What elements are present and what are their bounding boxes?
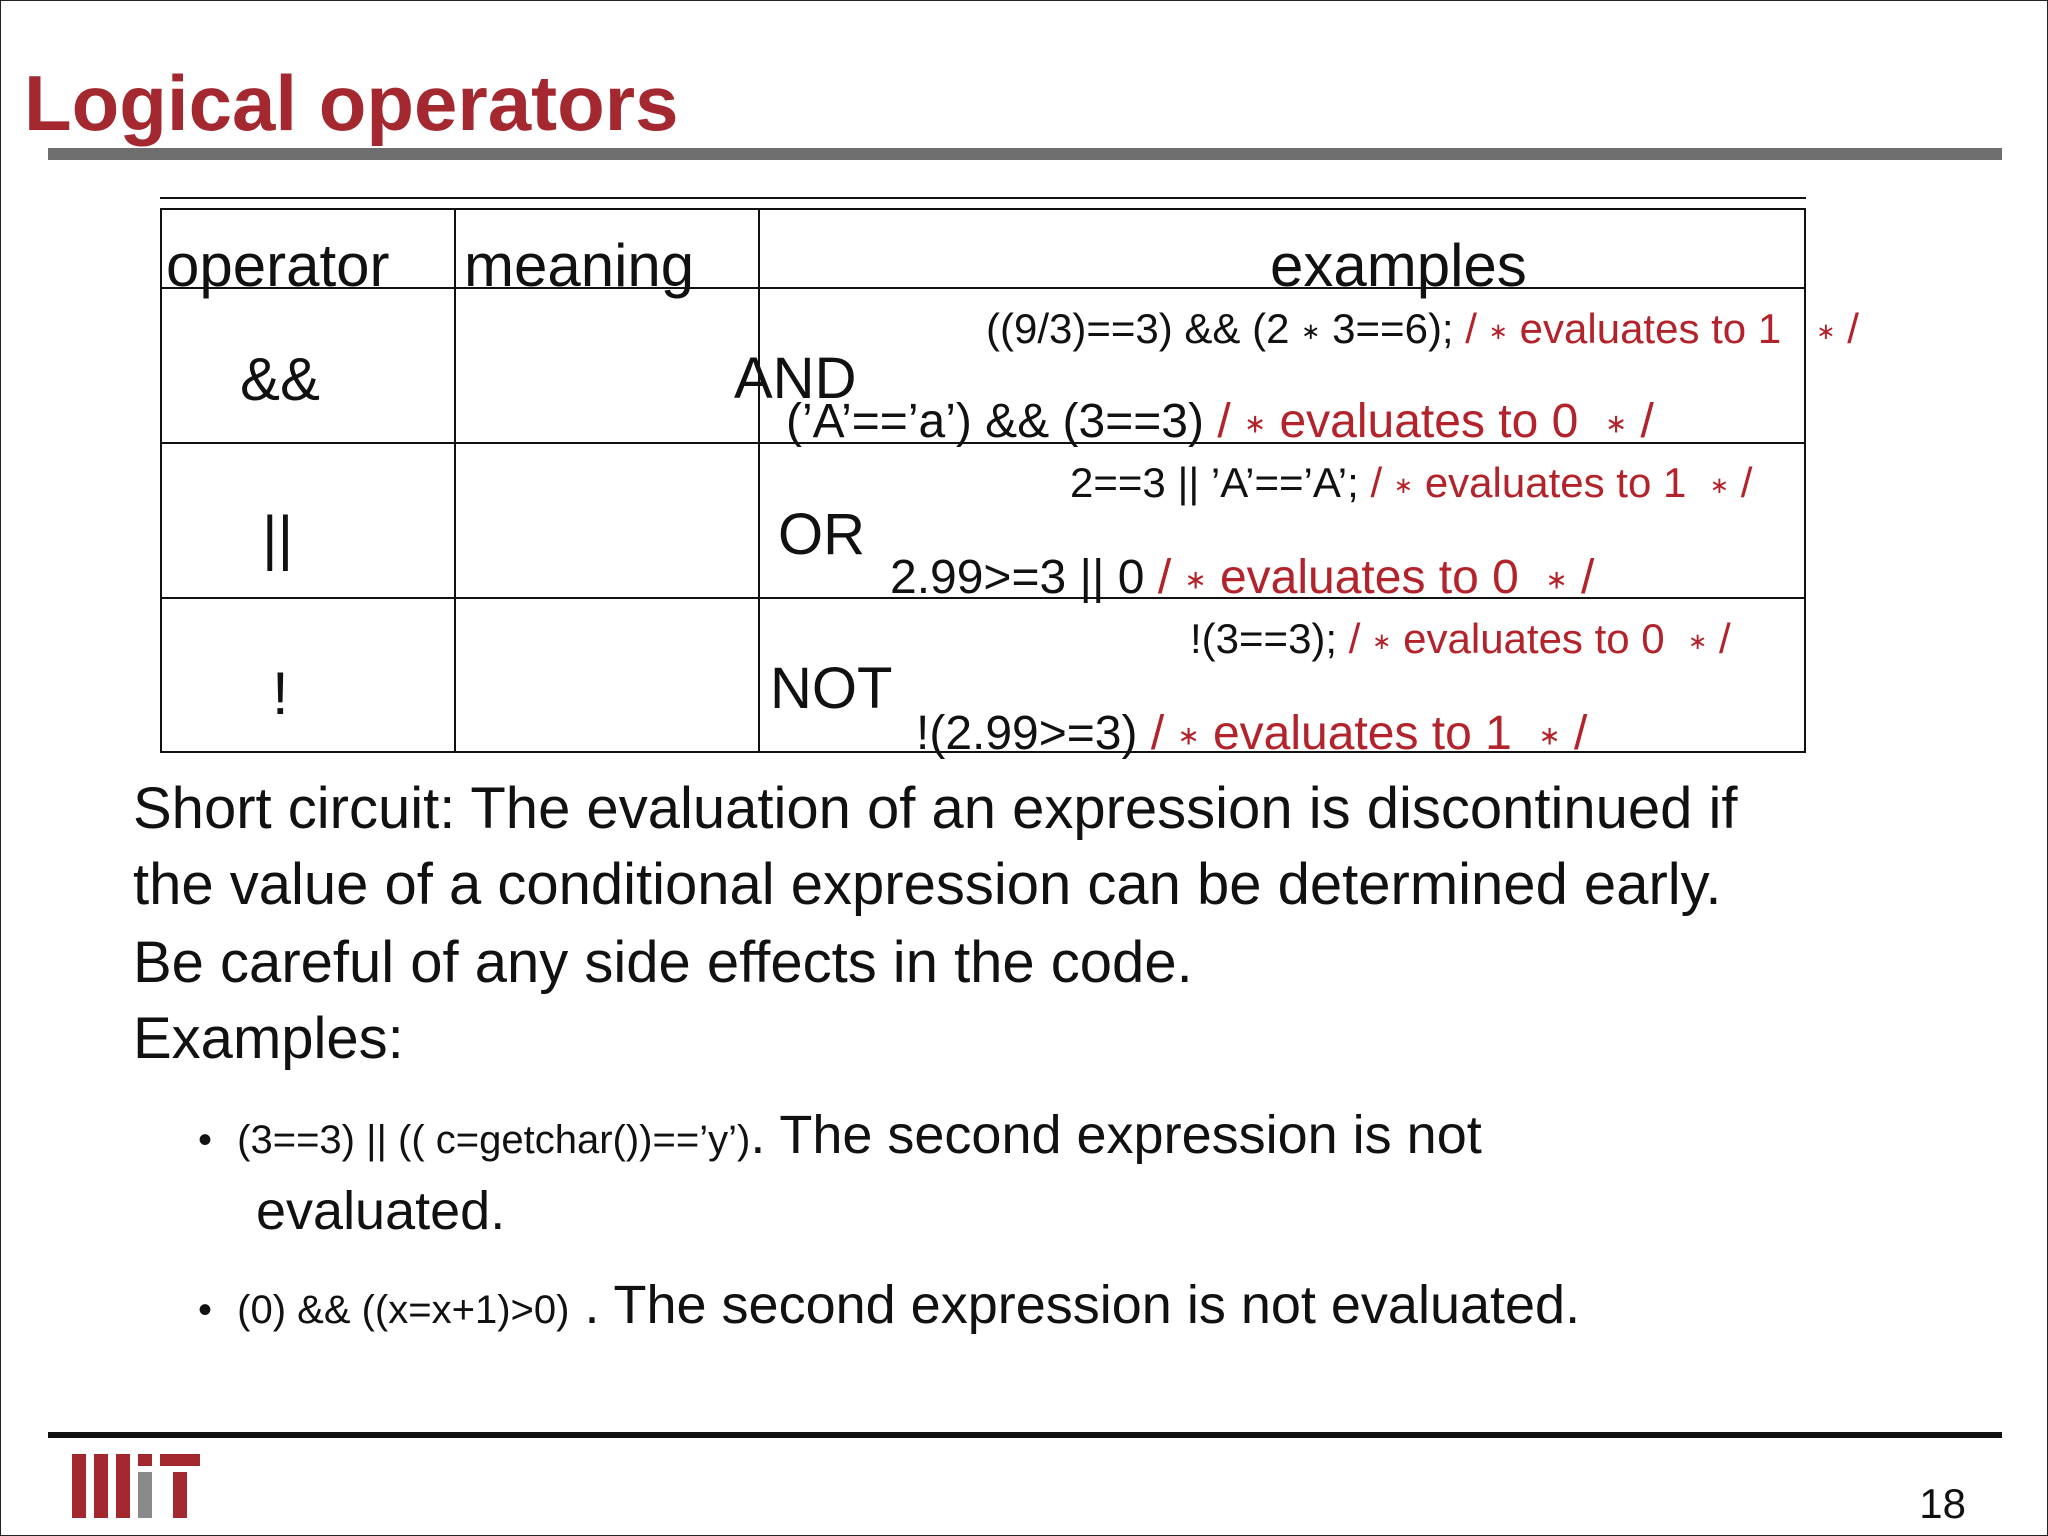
short-circuit-line-1: Short circuit: The evaluation of an expression is discontinued if bbox=[133, 776, 1738, 841]
page-number: 18 bbox=[1919, 1480, 1966, 1527]
operator-and: && bbox=[240, 346, 321, 413]
bullet-1-code: (3==3) || (( c=getchar())==’y’) bbox=[237, 1118, 751, 1162]
meaning-and: AND bbox=[734, 346, 857, 411]
bullet-2-code: (0) && ((x=x+1)>0) bbox=[237, 1288, 570, 1332]
bullet-1 bbox=[198, 1105, 1482, 1165]
table-col-divider bbox=[758, 208, 760, 753]
example-and-2: (’A’==’a’) && (3==3) / ∗ evaluates to 0 ∗ / bbox=[786, 395, 1654, 448]
example-not-2: !(2.99>=3) / ∗ evaluates to 1 ∗ / bbox=[916, 707, 1588, 760]
example-not-1: !(3==3); / ∗ evaluates to 0 ∗ / bbox=[1190, 615, 1731, 662]
bullet-1-text: . The second expression is not bbox=[750, 1105, 1482, 1165]
table-border-top bbox=[160, 208, 1806, 210]
short-circuit-line-2: the value of a conditional expression can be determined early. bbox=[133, 852, 1722, 917]
example-or-2: 2.99>=3 || 0 / ∗ evaluates to 0 ∗ / bbox=[890, 551, 1595, 604]
table-col-divider bbox=[454, 208, 456, 753]
table-border-right bbox=[1804, 208, 1806, 753]
footer-rule bbox=[48, 1432, 2002, 1438]
example-and-1: ((9/3)==3) && (2 ∗ 3==6); / ∗ evaluates to 1 ∗ / bbox=[986, 305, 1859, 352]
bullet-2 bbox=[198, 1275, 1581, 1335]
bullet-dot: • bbox=[198, 1288, 213, 1332]
operator-not: ! bbox=[272, 660, 289, 727]
header-meaning: meaning bbox=[464, 232, 695, 299]
slide-title: Logical operators bbox=[24, 59, 679, 147]
bullet-1-continuation: evaluated. bbox=[256, 1181, 506, 1241]
table-border-left bbox=[160, 208, 162, 753]
meaning-or: OR bbox=[778, 502, 865, 567]
short-circuit-line-3: Be careful of any side effects in the code. bbox=[133, 930, 1193, 995]
example-or-1: 2==3 || ’A’==’A’; / ∗ evaluates to 1 ∗ / bbox=[1070, 459, 1753, 506]
header-operator: operator bbox=[166, 232, 390, 299]
bullet-dot: • bbox=[198, 1118, 213, 1162]
table-top-rule bbox=[160, 197, 1806, 199]
header-examples: examples bbox=[1270, 232, 1527, 299]
title-rule bbox=[48, 148, 2002, 160]
table-header-divider bbox=[160, 287, 1806, 289]
bullet-2-text: . The second expression is not evaluated. bbox=[569, 1275, 1581, 1335]
mit-logo bbox=[72, 1454, 200, 1518]
meaning-not: NOT bbox=[770, 656, 893, 721]
operator-or: || bbox=[262, 504, 294, 571]
examples-label: Examples: bbox=[133, 1006, 404, 1071]
